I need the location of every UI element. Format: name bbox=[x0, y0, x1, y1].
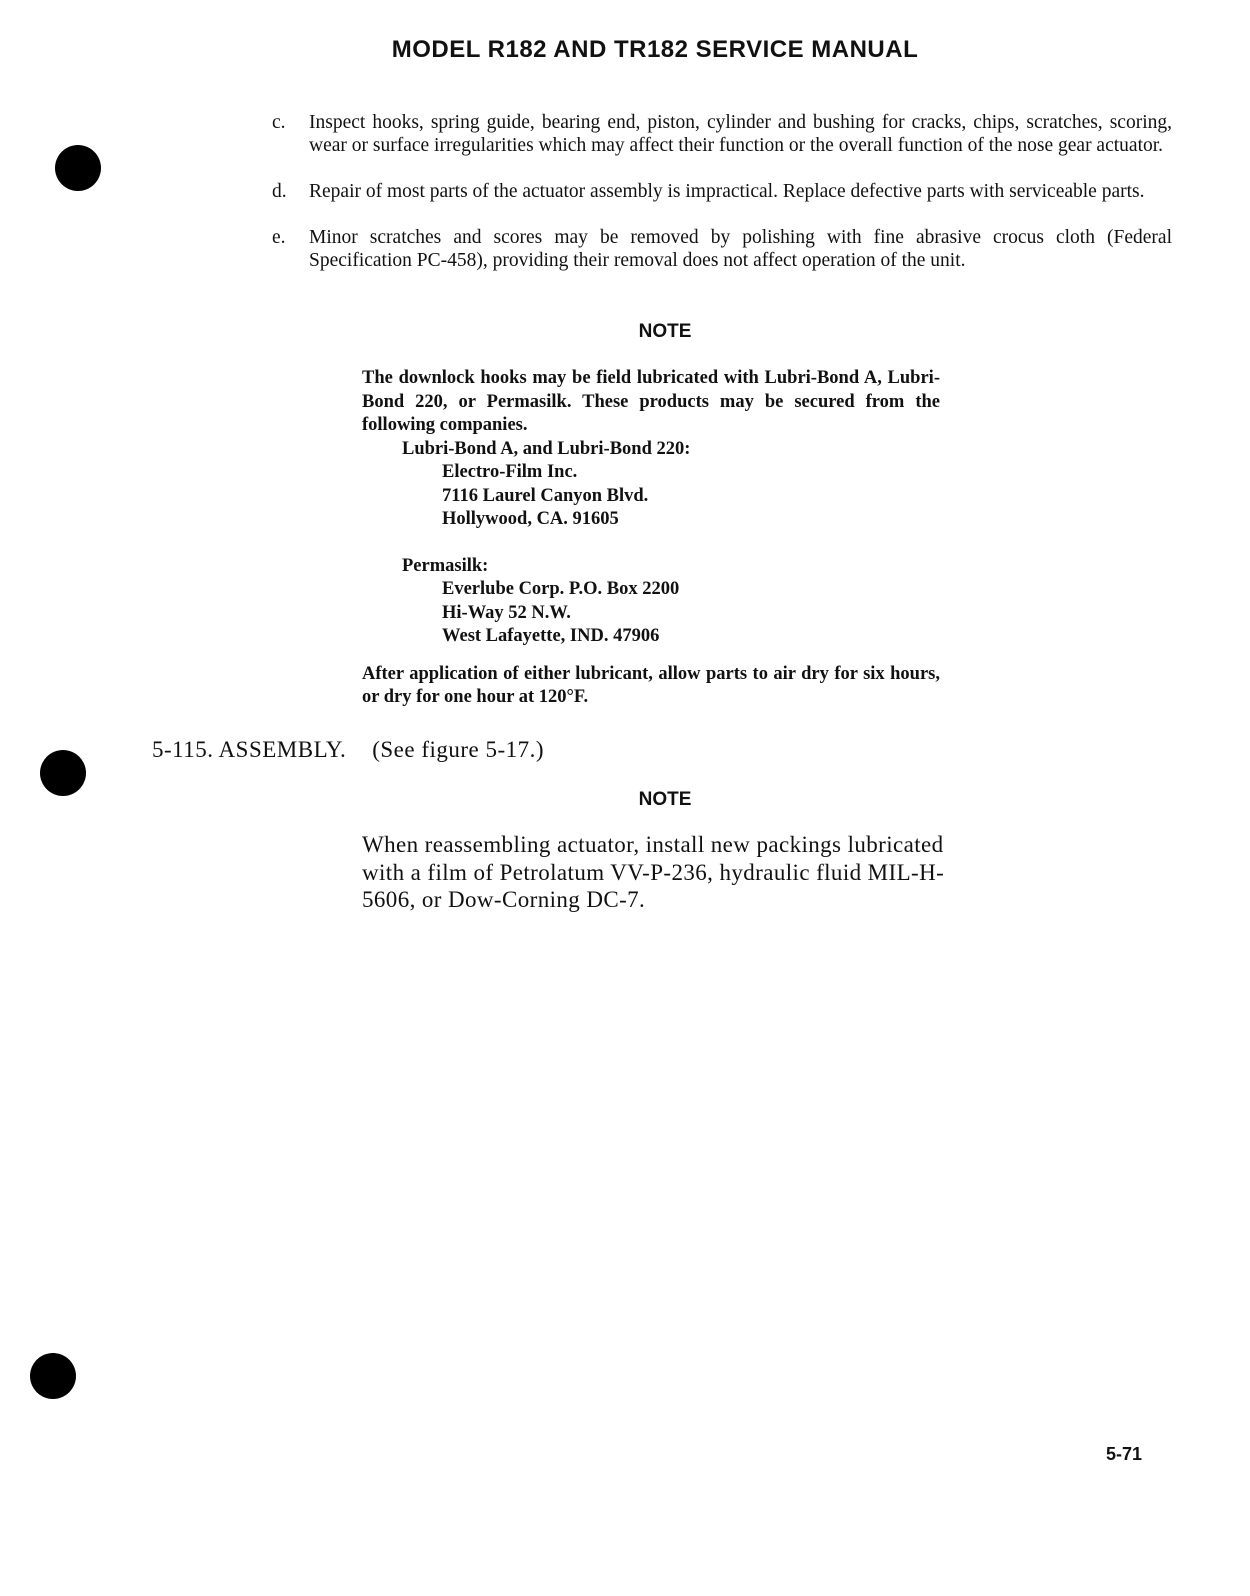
note-title: NOTE bbox=[638, 321, 692, 342]
binder-hole-bottom bbox=[30, 1353, 76, 1399]
note-body: When reassembling actuator, install new packings lubricated with a film of Petrolatum VV-P-236, hydraulic fluid MIL-H-5606, or Dow-Corning DC-7. bbox=[362, 832, 945, 912]
list-item-c bbox=[272, 111, 1172, 157]
supplier-address-line: Electro-Film Inc. bbox=[442, 462, 578, 482]
note-closing: After application of either lubricant, allow parts to air dry for six hours, or dry for one hour at 120°F. bbox=[362, 663, 940, 707]
note-intro: The downlock hooks may be field lubricated with Lubri-Bond A, Lubri-Bond 220, or Permasilk. These products may be secured from the following companies. bbox=[362, 368, 940, 435]
list-item-text: Inspect hooks, spring guide, bearing end, piston, cylinder and bushing for cracks, chips, scratches, scoring, wear or surface irregularities which may affect their function or the overall function of the nose gear actuator. bbox=[309, 112, 1172, 156]
supplier-label: Lubri-Bond A, and Lubri-Bond 220: bbox=[402, 438, 691, 459]
section-title: 5-115. ASSEMBLY. bbox=[152, 737, 347, 762]
list-item-d bbox=[272, 180, 1172, 203]
supplier-address-line: 7116 Laurel Canyon Blvd. bbox=[442, 485, 649, 506]
list-item-letter: c. bbox=[272, 112, 286, 133]
list-item-text: Repair of most parts of the actuator assembly is impractical. Replace defective parts with serviceable parts. bbox=[309, 181, 1145, 202]
figure-reference: (See figure 5-17.) bbox=[372, 737, 545, 762]
list-item-letter: e. bbox=[272, 227, 286, 248]
section-heading bbox=[152, 737, 544, 763]
supplier-address-line: West Lafayette, IND. 47906 bbox=[442, 626, 660, 646]
list-item-letter: d. bbox=[272, 181, 287, 202]
supplier-address-line: Everlube Corp. P.O. Box 2200 bbox=[442, 579, 680, 599]
list-item-e bbox=[272, 226, 1172, 272]
supplier-address-line: Hi-Way 52 N.W. bbox=[442, 602, 571, 623]
note-body bbox=[362, 367, 940, 710]
note-title: NOTE bbox=[638, 789, 692, 810]
supplier-label: Permasilk: bbox=[402, 555, 489, 576]
supplier-address-line: Hollywood, CA. 91605 bbox=[442, 509, 619, 529]
page-header: MODEL R182 AND TR182 SERVICE MANUAL bbox=[391, 36, 919, 63]
page-number: 5-71 bbox=[1106, 1444, 1143, 1464]
list-item-text: Minor scratches and scores may be removed by polishing with fine abrasive crocus cloth (Federal Specification PC-458), providing their removal does not affect operation of the unit. bbox=[309, 227, 1172, 271]
binder-hole-top bbox=[55, 145, 101, 191]
